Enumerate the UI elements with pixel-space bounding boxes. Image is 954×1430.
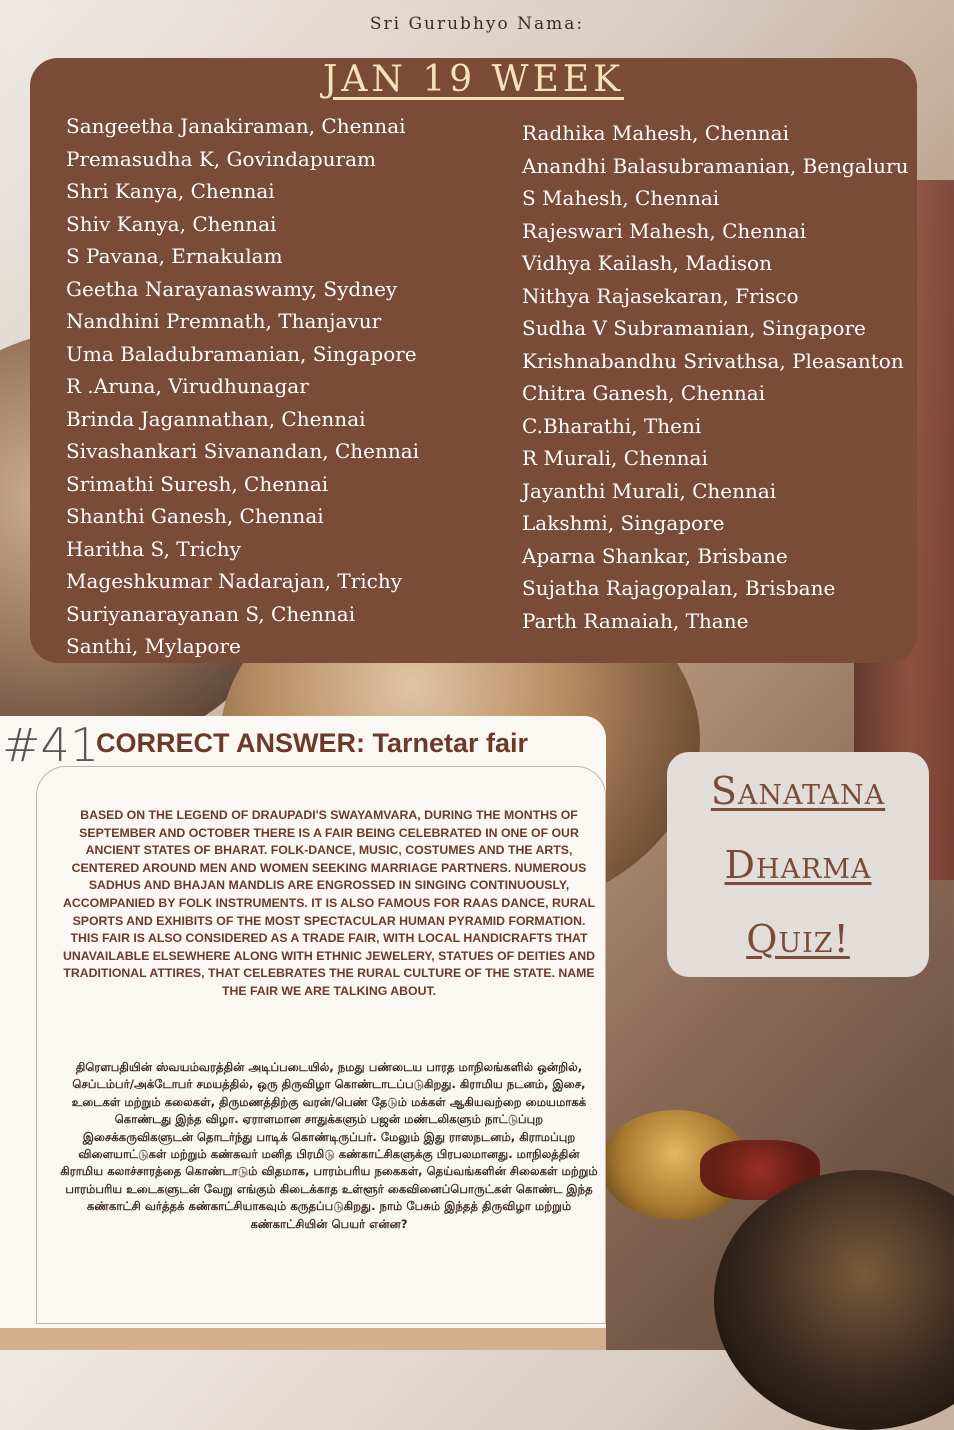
- participant-name: Santhi, Mylapore: [66, 634, 241, 658]
- participant-name: Sivashankari Sivanandan, Chennai: [66, 439, 420, 463]
- participant-name: Anandhi Balasubramanian, Bengaluru: [522, 153, 909, 178]
- quiz-number: #41: [2, 718, 100, 772]
- participant-name: Vidhya Kailash, Madison: [522, 251, 772, 275]
- question-tamil: திரௌபதியின் ஸ்வயம்வரத்தின் அடிப்படையில், நமது பண்டைய பாரத மாநிலங்களில் ஒன்றில், செப்டம்பர்/அக்டோபர் சமயத்தில், ஒரு திருவிழா கொண்டாடப்படுகிறது. கிராமிய நடனம், இசை, உடைகள் மற்றும் கலைகள், திருமணத்திற்கு வரன்/பெண் தேடும் மக்கள் ஆகியவற்றை மையமாகக் கொண்டது இந்த விழா. ஏராளமான சாதுக்களும் பஜன் மண்டலிகளும் நாட்டுப்புற இசைக்கருவிகளுடன் தொடர்ந்து பாடிக் கொண்டிருப்பர். மேலும் இது ராஸநடனம், கிராமப்புற விளையாட்டுகள் மற்றும் கண்கவர் மனித பிரமிடு கண்காட்சிகளுக்கு பிரபலமானது. மாநிலத்தின் கிராமிய கலாச்சாரத்தை கொண்டாடும் விதமாக, பாரம்பரிய நகைகள், தெய்வங்களின் சிலைகள் மற்றும் பாரம்பரிய உடைகளுடன் வேறு எங்கும் கிடைக்காத உள்ளூர் கைவினைப்பொருட்கள் கொண்ட இந்த கண்காட்சி வர்த்தக் கண்காட்சியாகவும் கருதப்படுகிறது. நாம் பேசும் இந்தத் திருவிழா மற்றும் கண்காட்சியின் பெயர் என்ன?: [60, 1060, 598, 1231]
- badge-line-2: Dharma: [724, 843, 872, 887]
- participant-name: Aparna Shankar, Brisbane: [522, 543, 788, 568]
- participant-name: S Mahesh, Chennai: [522, 186, 720, 210]
- participant-name: Haritha S, Trichy: [66, 536, 241, 561]
- participant-name: Shiv Kanya, Chennai: [66, 211, 277, 236]
- participant-name: Nithya Rajasekaran, Frisco: [522, 283, 799, 308]
- quiz-panel: [0, 716, 606, 1328]
- names-list-right: [522, 117, 908, 637]
- participant-name: Shanthi Ganesh, Chennai: [66, 504, 324, 528]
- bottom-strip: [0, 1328, 606, 1350]
- quiz-badge: [667, 752, 929, 977]
- participant-name: Shri Kanya, Chennai: [66, 179, 275, 203]
- participant-name: Nandhini Premnath, Thanjavur: [66, 309, 382, 333]
- week-title: JAN 19 WEEK: [322, 59, 625, 100]
- participant-name: Rajeswari Mahesh, Chennai: [522, 218, 807, 243]
- question-box: [36, 766, 606, 1324]
- participant-name: Geetha Narayanaswamy, Sydney: [66, 276, 398, 301]
- participant-name: R .Aruna, Virudhunagar: [66, 374, 309, 398]
- names-list-left: [66, 110, 419, 663]
- participant-name: Brinda Jagannathan, Chennai: [66, 406, 366, 431]
- correct-answer: CORRECT ANSWER: Tarnetar fair: [96, 728, 529, 758]
- participant-name: Sujatha Rajagopalan, Brisbane: [522, 576, 836, 600]
- participant-name: Srimathi Suresh, Chennai: [66, 471, 329, 496]
- participant-name: Uma Baladubramanian, Singapore: [66, 341, 417, 366]
- participant-name: C.Bharathi, Theni: [522, 413, 702, 438]
- background-bowl: [714, 1170, 954, 1430]
- question-english: BASED ON THE LEGEND OF DRAUPADI'S SWAYAMVARA, DURING THE MONTHS OF SEPTEMBER AND OCTOBER THERE IS A FAIR BEING CELEBRATED IN ONE OF OUR ANCIENT STATES OF BHARAT. FOLK-DANCE, MUSIC, COSTUMES AND THE ARTS, CENTERED AROUND MEN AND WOMEN SEEKING MARRIAGE PARTNERS. NUMEROUS SADHUS AND BHAJAN MANDLIS ARE ENGROSSED IN SINGING CONTINUOUSLY, ACCOMPANIED BY FOLK INSTRUMENTS. IT IS ALSO FAMOUS FOR RAAS DANCE, RURAL SPORTS AND EXHIBITS OF THE MOST SPECTACULAR HUMAN PYRAMID FORMATION. THIS FAIR IS ALSO CONSIDERED AS A TRADE FAIR, WITH LOCAL HANDICRAFTS THAT UNAVAILABLE ELSEWHERE ALONG WITH ETHNIC JEWELERY, STATUES OF DEITIES AND TRADITIONAL ATTIRES, THAT CELEBRATES THE RURAL CULTURE OF THE STATE. NAME THE FAIR WE ARE TALKING ABOUT.: [63, 808, 595, 998]
- participant-name: Radhika Mahesh, Chennai: [522, 121, 790, 145]
- badge-line-3: Quiz!: [746, 917, 850, 961]
- participant-name: Chitra Ganesh, Chennai: [522, 381, 766, 405]
- participant-name: Sangeetha Janakiraman, Chennai: [66, 114, 406, 138]
- page-header: Sri Gurubhyo Nama:: [369, 14, 585, 34]
- participant-name: R Murali, Chennai: [522, 446, 708, 470]
- participant-name: Sudha V Subramanian, Singapore: [522, 316, 866, 340]
- participant-name: Jayanthi Murali, Chennai: [522, 478, 777, 503]
- participant-name: Mageshkumar Nadarajan, Trichy: [66, 569, 403, 593]
- names-panel: [30, 58, 917, 663]
- participant-name: Parth Ramaiah, Thane: [522, 608, 749, 633]
- badge-line-1: Sanatana: [710, 769, 886, 813]
- participant-name: Lakshmi, Singapore: [522, 511, 725, 535]
- participant-name: S Pavana, Ernakulam: [66, 244, 283, 268]
- participant-name: Premasudha K, Govindapuram: [66, 146, 376, 171]
- participant-name: Suriyanarayanan S, Chennai: [66, 601, 356, 626]
- participant-name: Krishnabandhu Srivathsa, Pleasanton: [522, 348, 904, 373]
